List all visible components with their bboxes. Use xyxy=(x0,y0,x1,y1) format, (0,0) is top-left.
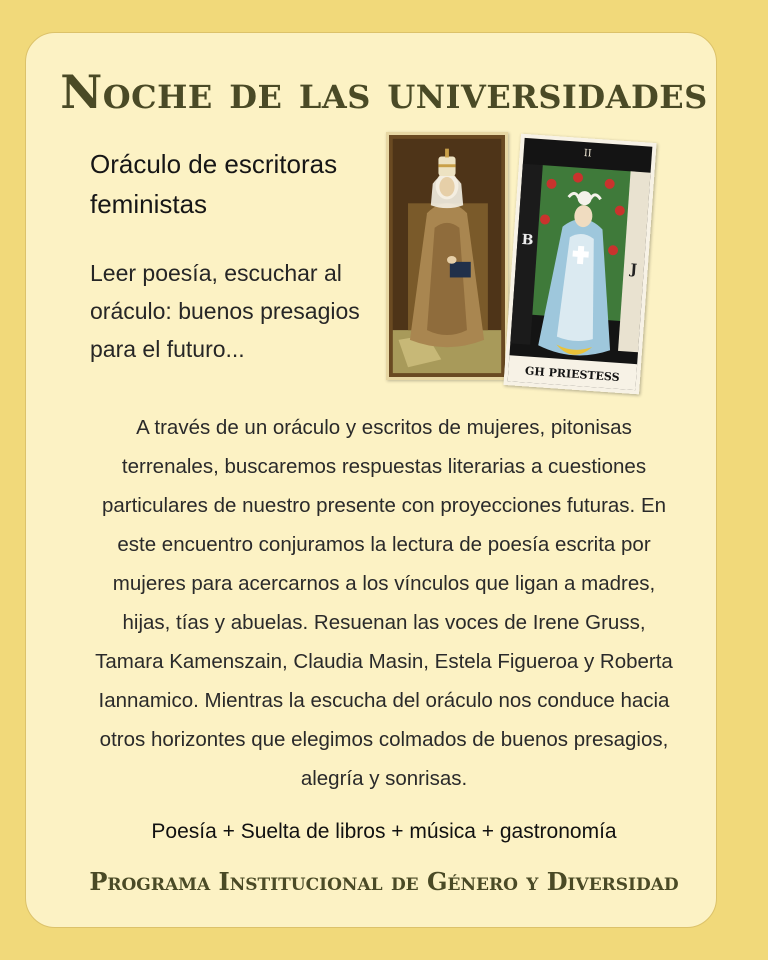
poster-title: Noche de las universidades xyxy=(60,65,708,119)
poster-subtitle: Oráculo de escritoras feministas xyxy=(90,149,338,219)
high-priestess-illustration xyxy=(503,134,656,395)
activities-line: Poesía + Suelta de libros + música + gastronomía xyxy=(151,820,617,843)
popess-tarot-card-image xyxy=(386,132,508,380)
poster-tagline: Leer poesía, escuchar al oráculo: buenos presagios para el futuro... xyxy=(90,260,360,362)
pillar-j-text: J xyxy=(629,261,638,278)
pillar-b-text: B xyxy=(521,231,534,249)
roman-numeral-text: II xyxy=(583,148,593,160)
popess-illustration xyxy=(389,135,505,377)
event-description: A través de un oráculo y escritos de mujeres, pitonisas terrenales, buscaremos respuestas literarias a cuestiones particulares de nuestro presente con proyecciones futuras. En este encuentro conjuramos la lectura de poesía escrita por mujeres para acercarnos a los vínculos que ligan a madres, hijas, tías y abuelas. Resuenan las voces de Irene Gruss, Tamara Kamenszain, Claudia Masin, Estela Figueroa y Roberta Iannamico. Mientras la escucha del oráculo nos conduce hacia otros horizontes que elegimos colmados de buenos presagios, alegría y sonrisas. xyxy=(95,416,673,790)
program-name: Programa Institucional de Género y Diversidad xyxy=(89,867,679,896)
card-caption-text: GH PRIESTESS xyxy=(524,364,620,385)
high-priestess-tarot-card-image xyxy=(503,134,656,395)
